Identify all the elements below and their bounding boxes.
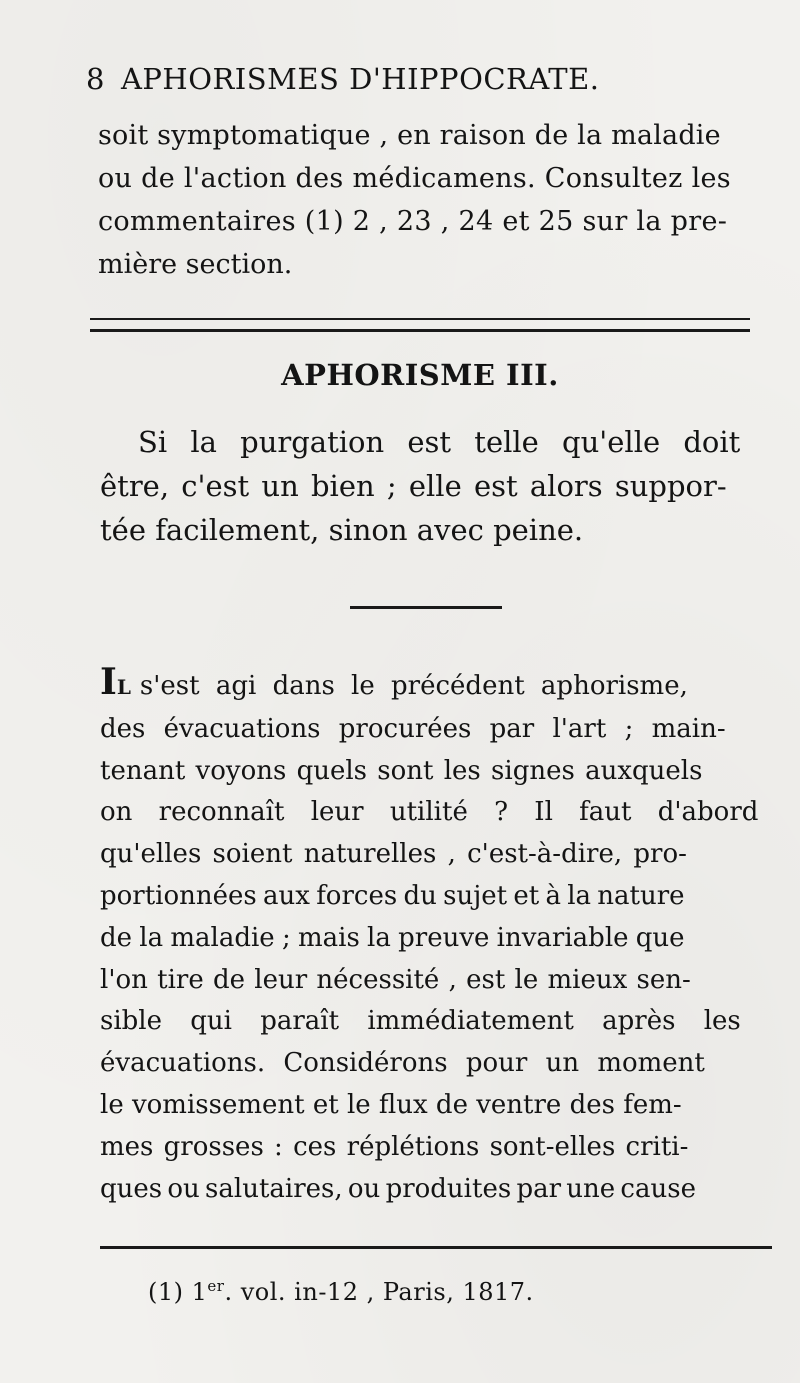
drop-cap: I: [100, 661, 117, 703]
footnote-vol-number: 1: [191, 1278, 208, 1306]
text-line: portionnées aux forces du sujet et à la nature: [100, 880, 685, 911]
text-line: tée facilement, sinon avec peine.: [100, 513, 584, 547]
small-cap: L: [116, 675, 132, 699]
text-line: de la maladie ; mais la preuve invariable que: [100, 922, 685, 953]
text-line: sible qui paraît immédiatement après les: [100, 1006, 741, 1037]
text-line: le vomissement et le flux de ventre des fem-: [100, 1089, 682, 1120]
running-header: [86, 62, 599, 96]
text-line: commentaires (1) 2 , 23 , 24 et 25 sur la pre-: [98, 206, 728, 237]
section-title-text: APHORISME III.: [281, 358, 559, 392]
text-line: qu'elles soient naturelles , c'est-à-dire, pro-: [100, 839, 687, 870]
running-title: APHORISMES D'HIPPOCRATE.: [120, 62, 600, 96]
footnote-superscript: er: [207, 1277, 225, 1295]
text-line: soit symptomatique , en raison de la maladie: [98, 120, 721, 151]
text-line: l'on tire de leur nécessité , est le mieux sen-: [100, 964, 691, 995]
text-line: ques ou salutaires, ou produites par une cause: [100, 1173, 696, 1204]
commentary-paragraph: [100, 662, 772, 1210]
text-line: on reconnaît leur utilité ? Il faut d'abord: [100, 797, 759, 828]
footnote-marker: (1): [148, 1278, 184, 1306]
aphorism-text: [100, 420, 765, 552]
text-line: des évacuations procurées par l'art ; main-: [100, 713, 726, 744]
text-line: évacuations. Considérons pour un moment: [100, 1048, 705, 1079]
text-line: tenant voyons quels sont les signes auxquels: [100, 755, 703, 786]
page-number: 8: [86, 62, 105, 96]
double-rule-divider: [90, 318, 750, 332]
section-title: [0, 358, 800, 392]
footnote-text: . vol. in-12 , Paris, 1817.: [224, 1278, 534, 1306]
commentary-first-line: [100, 662, 772, 709]
text-line: s'est agi dans le précédent aphorisme,: [139, 671, 688, 701]
short-rule-divider: [350, 606, 502, 609]
text-line: mière section.: [98, 249, 293, 280]
footnote-rule: [100, 1246, 772, 1249]
footnote: [148, 1277, 534, 1306]
continuation-paragraph: [98, 114, 770, 286]
text-line: être, c'est un bien ; elle est alors suppor-: [100, 469, 727, 503]
text-line: mes grosses : ces réplétions sont-elles criti-: [100, 1131, 689, 1162]
text-line: Si la purgation est telle qu'elle doit: [138, 425, 741, 459]
text-line: ou de l'action des médicamens. Consultez les: [98, 163, 731, 194]
